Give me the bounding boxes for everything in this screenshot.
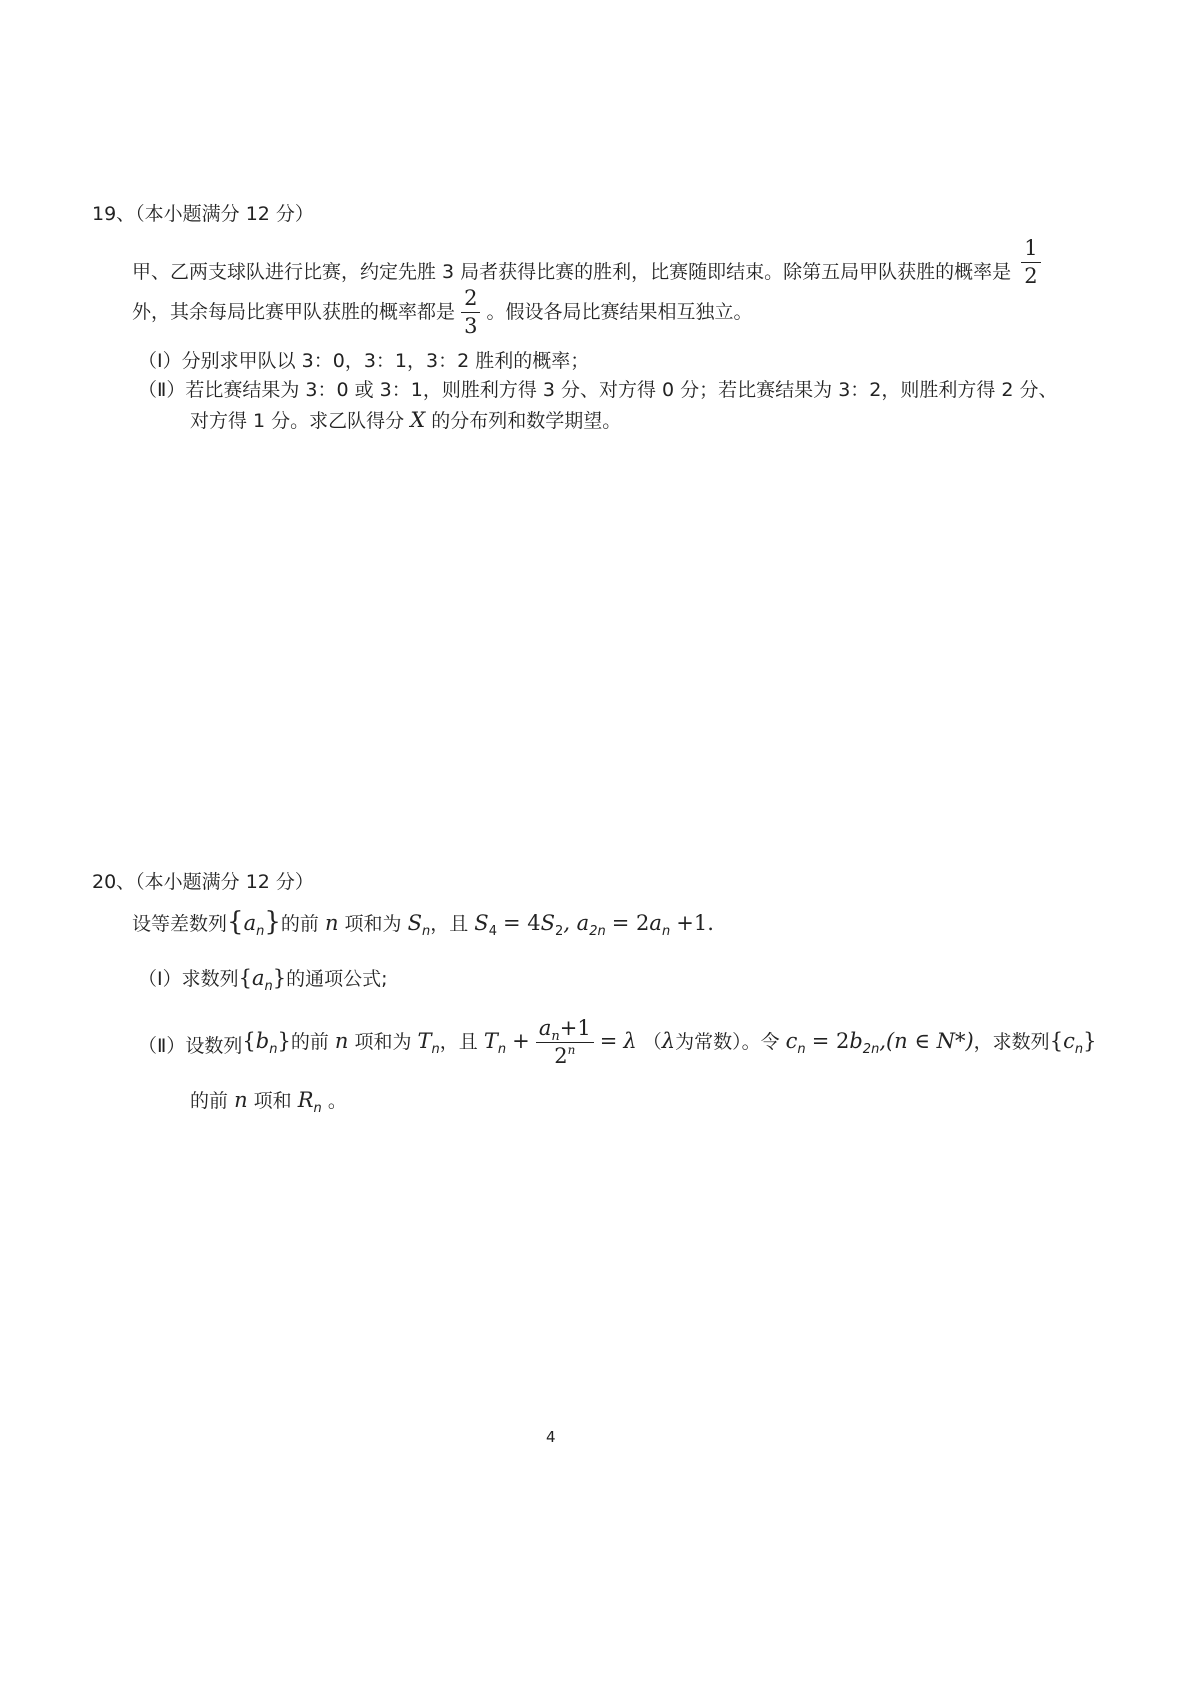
sub-n: n xyxy=(551,1029,560,1044)
sub-2n: 2n xyxy=(862,1042,880,1057)
q20-part1-pre: （Ⅰ）求数列 xyxy=(138,968,239,990)
sub-n: n xyxy=(1074,1042,1084,1057)
q19-line2-pre: 外，其余每局比赛甲队获胜的概率都是 xyxy=(132,301,456,323)
var-a: , a xyxy=(563,911,590,935)
q20-part1-post: 的通项公式; xyxy=(286,968,388,990)
q19-part2-line2-post: 的分布列和数学期望。 xyxy=(431,410,622,432)
var-n: n xyxy=(234,1088,248,1112)
q20-part2-const: 为常数）。令 xyxy=(675,1031,780,1053)
var-n: n xyxy=(324,911,339,935)
sub-4: 4 xyxy=(488,924,497,939)
q20-line1-text-c: 项和为 xyxy=(344,913,402,935)
var-S: S xyxy=(474,911,489,935)
fraction-one-half xyxy=(1021,238,1040,287)
var-a: a xyxy=(649,911,662,935)
q19-part2-line2-pre: 对方得 1 分。求乙队得分 xyxy=(190,410,405,432)
var-c: c xyxy=(785,1029,798,1053)
sub-n: n xyxy=(256,924,265,939)
eq-equals-2: = 2 xyxy=(611,911,650,935)
q19-line1-text: 甲、乙两支球队进行比赛，约定先胜 3 局者获得比赛的胜利，比赛随即结束。除第五局甲队获胜的概率是 xyxy=(132,261,1012,283)
fraction-denominator xyxy=(551,1043,578,1067)
open-paren: （ xyxy=(642,1031,662,1053)
q20-line1-text-a: 设等差数列 xyxy=(132,913,228,935)
q20-line1-text-d: ，且 xyxy=(430,913,469,935)
var-lambda: λ xyxy=(623,1029,637,1053)
var-b: b xyxy=(849,1029,863,1053)
fraction-denominator: 3 xyxy=(464,314,478,338)
var-S: S xyxy=(540,911,556,935)
sub-n: n xyxy=(497,1042,507,1057)
q20-line1-text-b: 的前 xyxy=(280,913,319,935)
var-lambda: λ xyxy=(661,1029,676,1053)
q20-part2-line1: （Ⅱ）设数列$\{b_n\}$的前 n 项和为 $T_n$，且 $T_n$ + $\frac{a_n+1}{2^n}$ = λ （λ为常数）。令 $c_n = 2b_{2n},(n$ ∈ N*)，求数列$\{c_n\}$ xyxy=(138,1016,1097,1068)
sub-2: 2 xyxy=(555,924,564,939)
var-T: T xyxy=(417,1029,432,1053)
q19-header: 19、（本小题满分 12 分） xyxy=(92,203,314,225)
plus-one: +1 xyxy=(559,1016,591,1040)
condition-n-in-N: ,(n ∈ N*) xyxy=(879,1029,974,1053)
fraction-two-thirds xyxy=(461,288,480,337)
eq-equals-4: = 4 xyxy=(503,911,541,935)
fraction-an-plus-1-over-2n xyxy=(536,1018,594,1067)
var-R: R xyxy=(297,1088,314,1112)
q19-line1 xyxy=(132,238,1041,287)
q20-header: 20、（本小题满分 12 分） xyxy=(92,871,314,893)
fraction-denominator: 2 xyxy=(1024,264,1038,288)
q20-part2-line2-pre: 的前 xyxy=(190,1090,229,1112)
sub-n: n xyxy=(264,979,273,994)
var-a: a xyxy=(538,1016,552,1040)
sub-n: n xyxy=(661,924,671,939)
variable-x: X xyxy=(410,408,426,432)
var-b: b xyxy=(255,1029,270,1053)
q19-part2-line1: （Ⅱ）若比赛结果为 3：0 或 3：1，则胜利方得 3 分、对方得 0 分；若比赛结果为 3：2，则胜利方得 2 分、 xyxy=(138,379,1058,401)
q20-part2-pre: （Ⅱ）设数列 xyxy=(138,1035,243,1057)
fraction-numerator xyxy=(536,1018,594,1043)
eq-plus-1: +1. xyxy=(676,911,714,935)
sub-n: n xyxy=(313,1101,322,1116)
sub-2n: 2n xyxy=(589,924,606,939)
q20-part1: （Ⅰ）求数列$\{a_n\}$的通项公式; xyxy=(138,966,388,994)
var-S: S xyxy=(407,911,422,935)
var-c: c xyxy=(1063,1029,1075,1053)
fraction-numerator: 1 xyxy=(1021,238,1040,263)
q20-part2-ask: ，求数列 xyxy=(973,1031,1050,1053)
equals-sign: = xyxy=(599,1029,618,1053)
sup-n: n xyxy=(567,1043,576,1057)
eq-equals-2: = 2 xyxy=(811,1029,850,1053)
q20-line1: 设等差数列$\{a_n\}$的前 n 项和为 $S_n$，且 $S_4 = 4S_2$, $a_{2n} = 2a_n +1$. xyxy=(132,907,714,939)
var-T: T xyxy=(483,1029,498,1053)
sub-n: n xyxy=(797,1042,806,1057)
sub-n: n xyxy=(269,1042,278,1057)
sub-n: n xyxy=(421,924,431,939)
q20-part2-line2-mid: 项和 xyxy=(253,1090,292,1112)
q19-line2-post: 。假设各局比赛结果相互独立。 xyxy=(486,301,753,323)
var-n: n xyxy=(334,1029,349,1053)
q19-part1: （Ⅰ）分别求甲队以 3：0，3：1，3：2 胜利的概率； xyxy=(138,350,590,372)
plus-sign: + xyxy=(512,1029,530,1053)
q19-line2 xyxy=(132,288,753,337)
q20-part2-mid2: 项和为 xyxy=(354,1031,412,1053)
base-2: 2 xyxy=(554,1044,568,1068)
q20-part2-mid3: ，且 xyxy=(439,1031,478,1053)
sub-n: n xyxy=(431,1042,440,1057)
q20-part2-mid1: 的前 xyxy=(290,1031,329,1053)
var-a: a xyxy=(251,966,265,990)
q19-part2-line2 xyxy=(190,410,621,431)
fraction-numerator: 2 xyxy=(461,288,480,313)
var-a: a xyxy=(243,911,257,935)
page-number: 4 xyxy=(546,1428,556,1446)
q20-part2-line2 xyxy=(190,1088,347,1116)
q20-part2-line2-post: 。 xyxy=(327,1090,347,1112)
